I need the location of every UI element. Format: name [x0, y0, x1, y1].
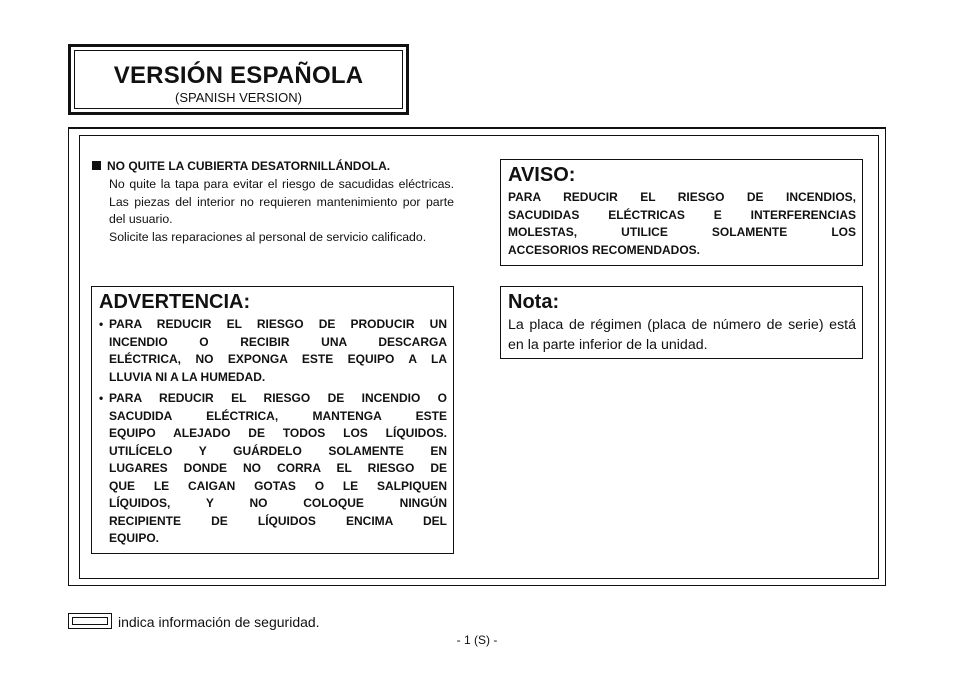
advertencia-bullet-2 [99, 390, 447, 548]
advertencia-bullet-1 [99, 316, 447, 386]
bullet-dot-icon: • [99, 391, 104, 405]
advertencia-bullet-2-text [109, 390, 447, 548]
advertencia-line: LÍQUIDOS, Y NO COLOQUE NINGÚN [109, 496, 447, 510]
legend-text: indica información de seguridad. [118, 614, 320, 630]
advertencia-line: PARA REDUCIR EL RIESGO DE PRODUCIR UN [109, 317, 447, 331]
double-frame-icon-inner [72, 617, 108, 625]
aviso-line: ACCESORIOS RECOMENDADOS. [508, 242, 701, 257]
nota-box [500, 286, 863, 359]
advertencia-line: INCENDIO O RECIBIR UNA DESCARGA [109, 334, 447, 349]
page-subtitle: (SPANISH VERSION) [175, 90, 302, 105]
advertencia-line: LLUVIA NI A LA HUMEDAD. [109, 369, 266, 384]
aviso-box [500, 159, 863, 266]
advertencia-line: RECIPIENTE DE LÍQUIDOS ENCIMA DEL [109, 513, 447, 528]
aviso-title: AVISO: [508, 164, 576, 186]
bullet-dot-icon: • [99, 317, 104, 331]
page-title: VERSIÓN ESPAÑOLA [113, 62, 364, 89]
advertencia-bullet-1-text [109, 316, 447, 386]
advertencia-line: QUE LE CAIGAN GOTAS O LE SALPIQUEN [109, 478, 447, 493]
aviso-line: SACUDIDAS ELÉCTRICAS E INTERFERENCIAS [508, 207, 856, 222]
title-box [68, 44, 409, 115]
notice-heading [92, 158, 454, 175]
advertencia-line: EQUIPO. [109, 531, 160, 545]
double-frame-icon [68, 613, 112, 629]
safety-legend [68, 612, 388, 632]
nota-text: La placa de régimen (placa de número de serie) está en la parte inferior de la unidad. [508, 317, 856, 353]
page-number: - 1 (S) - [456, 633, 498, 647]
advertencia-line: EQUIPO ALEJADO DE TODOS LOS LÍQUIDOS. [109, 426, 447, 440]
title-box-inner [74, 50, 403, 109]
notice-paragraph-2: Solicite las reparaciones al personal de servicio calificado. [109, 229, 427, 244]
aviso-line: PARA REDUCIR EL RIESGO DE INCENDIOS, [508, 190, 856, 204]
nota-title: Nota: [508, 291, 560, 313]
advertencia-line: SACUDIDA ELÉCTRICA, MANTENGA ESTE [109, 408, 447, 423]
advertencia-box [91, 286, 454, 554]
advertencia-line: PARA REDUCIR EL RIESGO DE INCENDIO O [109, 391, 447, 405]
aviso-line: MOLESTAS, UTILICE SOLAMENTE LOS [508, 225, 856, 239]
advertencia-line: ELÉCTRICA, NO EXPONGA ESTE EQUIPO A LA [109, 352, 447, 366]
notice-paragraph-1: No quite la tapa para evitar el riesgo de sacudidas eléctricas. Las piezas del interior no requieren mantenimiento por parte del usuario. [109, 177, 454, 226]
advertencia-title: ADVERTENCIA: [99, 291, 251, 313]
advertencia-line: LUGARES DONDE NO CORRA EL RIESGO DE [109, 461, 447, 475]
square-bullet-icon [92, 161, 101, 170]
notice-heading-text: NO QUITE LA CUBIERTA DESATORNILLÁNDOLA. [107, 159, 391, 173]
advertencia-line: UTILÍCELO Y GUÁRDELO SOLAMENTE EN [109, 443, 447, 458]
aviso-text [508, 189, 856, 259]
cover-notice [92, 158, 454, 246]
